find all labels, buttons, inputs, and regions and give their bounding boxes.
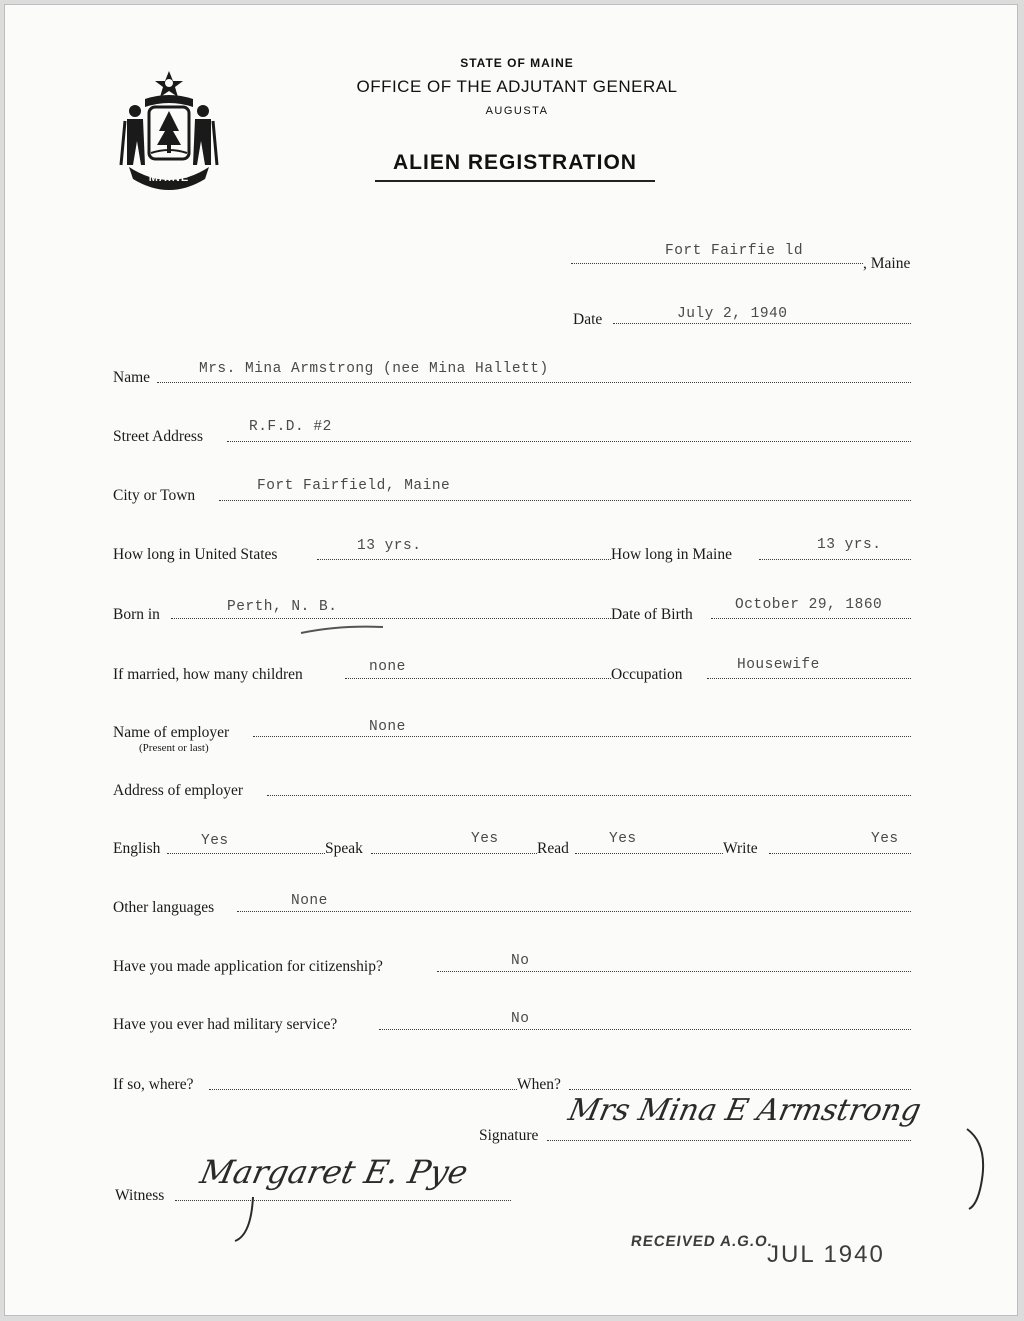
date-value: July 2, 1940 — [677, 306, 788, 322]
employer-sublabel: (Present or last) — [139, 742, 209, 754]
employer-address-label: Address of employer — [113, 782, 243, 799]
pen-mark — [299, 623, 385, 637]
write-value: Yes — [871, 831, 899, 847]
signature-label: Signature — [479, 1127, 539, 1144]
us-duration-value: 13 yrs. — [357, 538, 422, 554]
us-duration-label: How long in United States — [113, 546, 278, 563]
write-dotted-line — [769, 853, 911, 854]
speak-dotted-line — [371, 853, 537, 854]
date-dotted-line — [613, 323, 911, 324]
witness-flourish — [231, 1195, 261, 1247]
signature-dotted-line — [547, 1140, 911, 1141]
witness-value: Margaret E. Pye — [196, 1153, 472, 1191]
read-dotted-line — [575, 853, 723, 854]
english-label: English — [113, 840, 161, 857]
employer-address-dotted-line — [267, 795, 911, 796]
dob-value: October 29, 1860 — [735, 597, 883, 613]
where-label: If so, where? — [113, 1076, 194, 1093]
date-label: Date — [573, 311, 603, 328]
citizenship-label: Have you made application for citizenship? — [113, 958, 383, 975]
street-label: Street Address — [113, 428, 203, 445]
name-dotted-line — [157, 382, 911, 383]
read-label: Read — [537, 840, 569, 857]
occupation-label: Occupation — [611, 666, 683, 683]
header-office: OFFICE OF THE ADJUTANT GENERAL — [356, 77, 678, 96]
other-languages-dotted-line — [237, 911, 911, 912]
when-label: When? — [517, 1076, 561, 1093]
military-label: Have you ever had military service? — [113, 1016, 338, 1033]
witness-label: Witness — [115, 1187, 165, 1204]
born-label: Born in — [113, 606, 160, 623]
read-value: Yes — [609, 831, 637, 847]
seal-text: MAINE — [148, 172, 190, 184]
english-dotted-line — [167, 853, 325, 854]
english-value: Yes — [201, 833, 229, 849]
other-languages-label: Other languages — [113, 899, 215, 916]
maine-state-seal-icon — [115, 69, 223, 191]
children-label: If married, how many children — [113, 666, 303, 683]
place-suffix: , Maine — [863, 255, 911, 272]
us-duration-dotted-line — [317, 559, 611, 560]
citizenship-value: No — [511, 953, 530, 969]
city-value: Fort Fairfield, Maine — [257, 478, 451, 494]
military-dotted-line — [379, 1029, 911, 1030]
title-underline — [375, 180, 655, 182]
military-value: No — [511, 1011, 530, 1027]
maine-duration-value: 13 yrs. — [817, 537, 882, 553]
citizenship-dotted-line — [437, 971, 911, 972]
name-value: Mrs. Mina Armstrong (nee Mina Hallett) — [199, 361, 549, 377]
born-value: Perth, N. B. — [227, 599, 338, 615]
received-stamp-date: JUL 1940 — [767, 1241, 885, 1268]
registration-form — [4, 4, 1018, 1316]
place-dotted-line — [571, 263, 863, 264]
employer-label: Name of employer — [113, 724, 230, 741]
street-dotted-line — [227, 441, 911, 442]
occupation-dotted-line — [707, 678, 911, 679]
name-label: Name — [113, 369, 151, 386]
dob-dotted-line — [711, 618, 911, 619]
street-value: R.F.D. #2 — [249, 419, 332, 435]
write-label: Write — [723, 840, 758, 857]
children-dotted-line — [345, 678, 611, 679]
born-dotted-line — [171, 618, 611, 619]
dob-label: Date of Birth — [611, 606, 693, 623]
where-dotted-line — [209, 1089, 517, 1090]
when-dotted-line — [569, 1089, 911, 1090]
maine-duration-label: How long in Maine — [611, 546, 732, 563]
signature-value: Mrs Mina E Armstrong — [565, 1093, 925, 1128]
header-state: STATE OF MAINE — [460, 56, 574, 70]
employer-dotted-line — [253, 736, 911, 737]
city-dotted-line — [219, 500, 911, 501]
children-value: none — [369, 659, 406, 675]
form-title: ALIEN REGISTRATION — [393, 151, 637, 174]
place-value: Fort Fairfie ld — [665, 243, 804, 259]
signature-flourish — [963, 1125, 993, 1215]
employer-value: None — [369, 719, 406, 735]
speak-value: Yes — [471, 831, 499, 847]
occupation-value: Housewife — [737, 657, 820, 673]
received-stamp-prefix: RECEIVED A.G.O. — [629, 1233, 775, 1250]
header-city: AUGUSTA — [485, 105, 549, 117]
speak-label: Speak — [325, 840, 363, 857]
witness-dotted-line — [175, 1200, 511, 1201]
city-label: City or Town — [113, 487, 196, 504]
other-languages-value: None — [291, 893, 328, 909]
maine-duration-dotted-line — [759, 559, 911, 560]
